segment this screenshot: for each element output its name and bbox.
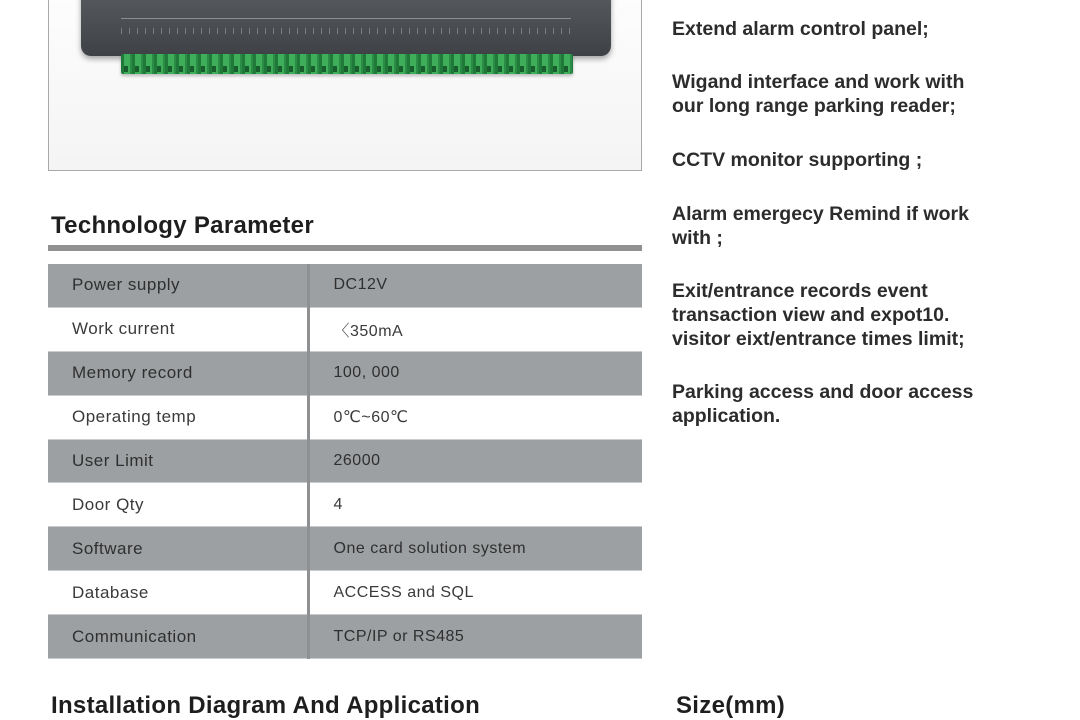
table-row [48,615,642,659]
table-row [48,395,642,439]
param-key: Memory record [48,351,308,395]
feature-item: Wigand interface and work with our long range parking reader; [672,71,965,117]
param-value: 0℃~60℃ [333,409,409,427]
param-value: ACCESS and SQL [333,583,474,601]
feature-item: Alarm emergecy Remind if work with ; [672,203,969,249]
table-row [48,439,642,483]
installation-diagram-title: Installation Diagram And Application [51,692,481,719]
controller-board-image [81,0,611,56]
feature-item: CCTV monitor supporting ; [672,149,923,171]
device-pin-markings [121,28,571,34]
table-row [48,264,642,307]
table-row [48,527,642,571]
param-value: 26000 [308,439,642,483]
param-value: 〈350mA [333,322,404,340]
feature-item: Extend alarm control panel; [672,18,929,40]
param-value: 100, 000 [308,351,642,395]
param-value: TCP/IP or RS485 [308,615,642,659]
param-key: Communication [48,615,308,659]
feature-item: Exit/entrance records event transaction view and expot10. visitor eixt/entrance times limit; [672,280,965,350]
param-key: Power supply [48,264,308,307]
param-key: Operating temp [48,395,308,439]
param-key: Door Qty [48,483,308,527]
param-key: Work current [48,307,308,351]
param-value: 4 [333,495,343,513]
param-key: User Limit [48,439,308,483]
param-value: One card solution system [308,527,642,571]
table-row [48,307,642,351]
size-title: Size(mm) [676,692,786,719]
param-key: Software [48,527,308,571]
technology-parameter-title: Technology Parameter [51,212,314,239]
product-image-frame [48,0,642,171]
feature-item: Parking access and door access application. [672,381,974,427]
title-underline [48,245,642,251]
table-row [48,571,642,615]
parameter-table [48,264,642,659]
param-value: DC12V [308,264,642,307]
param-key: Database [48,571,308,615]
terminal-screw-row [121,66,573,72]
table-row [48,351,642,395]
table-row [48,483,642,527]
